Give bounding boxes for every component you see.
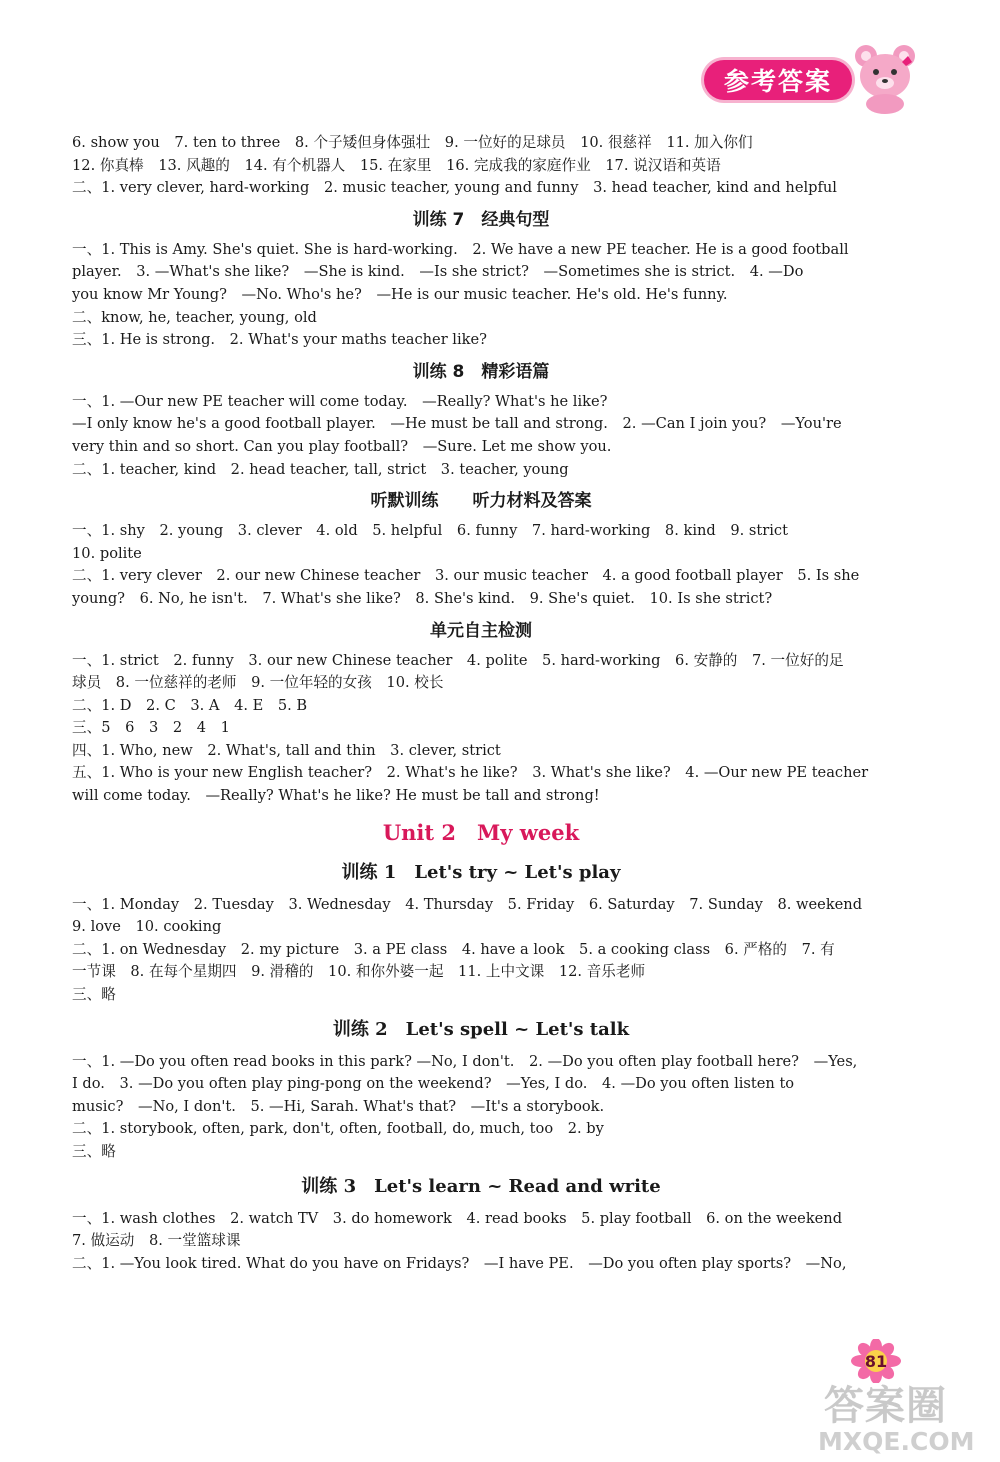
text-line: I do. 3. —Do you often play ping-pong on the weekend? —Yes, I do. 4. —Do you often listen to [72, 1075, 795, 1093]
text-line: 一、1. shy 2. young 3. clever 4. old 5. helpful 6. funny 7. hard-working 8. kind 9. strict [72, 522, 788, 540]
text-line: 四、1. Who, new 2. What's, tall and thin 3. clever, strict [72, 741, 501, 759]
section-heading: 训练 1 Let's try ~ Let's play [341, 861, 621, 883]
text-line: 一、1. —Do you often read books in this park? —No, I don't. 2. —Do you often play football here? —Yes, [72, 1052, 858, 1070]
text-line: 一、1. wash clothes 2. watch TV 3. do homework 4. read books 5. play football 6. on the weekend [72, 1209, 843, 1227]
text-line: 五、1. Who is your new English teacher? 2. What's he like? 3. What's she like? 4. —Our new PE teacher [72, 764, 869, 782]
text-line: will come today. —Really? What's he like? He must be tall and strong! [72, 787, 600, 805]
text-line: 一、1. This is Amy. She's quiet. She is hard-working. 2. We have a new PE teacher. He is a good football [72, 240, 849, 258]
answer-key-badge: 参考答案 [704, 60, 852, 100]
text-line: 一、1. —Our new PE teacher will come today. —Really? What's he like? [72, 392, 608, 410]
text-line: 二、know, he, teacher, young, old [72, 308, 317, 326]
section-heading: 听默训练 听力材料及答案 [370, 491, 592, 512]
text-line: 三、略 [72, 986, 116, 1004]
text-line: 12. 你真棒 13. 风趣的 14. 有个机器人 15. 在家里 16. 完成我的家庭作业 17. 说汉语和英语 [72, 156, 721, 174]
page-number-text: 81 [864, 1351, 888, 1371]
teddy-bear-icon [850, 42, 920, 114]
text-line: 二、1. storybook, often, park, don't, often, football, do, much, too 2. by [72, 1120, 604, 1138]
page-number [851, 1339, 901, 1383]
text-line: 一节课 8. 在每个星期四 9. 滑稽的 10. 和你外婆一起 11. 上中文课 12. 音乐老师 [72, 963, 646, 981]
text-line: very thin and so short. Can you play football? —Sure. Let me show you. [72, 437, 612, 455]
section-heading: 单元自主检测 [430, 620, 532, 641]
text-line: 10. polite [72, 544, 142, 562]
answer-content [72, 132, 890, 1275]
text-line: player. 3. —What's she like? —She is kind. —Is she strict? —Sometimes she is strict. 4. —Do [72, 263, 804, 281]
section-heading: 训练 2 Let's spell ~ Let's talk [332, 1018, 630, 1040]
watermark-url: MXQE.COM [818, 1427, 975, 1456]
text-line: 二、1. D 2. C 3. A 4. E 5. B [72, 696, 308, 714]
section-heading: 训练 8 精彩语篇 [412, 361, 550, 382]
text-line: 二、1. —You look tired. What do you have on Fridays? —I have PE. —Do you often play sports? —No, [72, 1254, 847, 1272]
unit-title: Unit 2 My week [382, 819, 580, 845]
text-line: 二、1. on Wednesday 2. my picture 3. a PE class 4. have a look 5. a cooking class 6. 严格的 7. 有 [72, 940, 835, 958]
watermark-logo: 答案圈 [824, 1383, 947, 1429]
text-line: 一、1. Monday 2. Tuesday 3. Wednesday 4. Thursday 5. Friday 6. Saturday 7. Sunday 8. weekend [72, 895, 863, 913]
text-line: 6. show you 7. ten to three 8. 个子矮但身体强壮 9. 一位好的足球员 10. 很慈祥 11. 加入你们 [72, 134, 753, 151]
text-line: 二、1. very clever, hard-working 2. music teacher, young and funny 3. head teacher, kind and helpful [72, 179, 837, 197]
text-line: 二、1. very clever 2. our new Chinese teacher 3. our music teacher 4. a good football player 5. Is she [72, 567, 860, 585]
text-line: —I only know he's a good football player. —He must be tall and strong. 2. —Can I join you? —You're [72, 415, 842, 433]
section-heading: 训练 3 Let's learn ~ Read and write [301, 1175, 661, 1197]
text-line: 一、1. strict 2. funny 3. our new Chinese teacher 4. polite 5. hard-working 6. 安静的 7. 一位好的足 [72, 651, 844, 669]
text-line: young? 6. No, he isn't. 7. What's she like? 8. She's kind. 9. She's quiet. 10. Is she strict? [72, 589, 773, 607]
text-line: music? —No, I don't. 5. —Hi, Sarah. What's that? —It's a storybook. [72, 1097, 605, 1115]
text-line: 二、1. teacher, kind 2. head teacher, tall, strict 3. teacher, young [72, 460, 569, 478]
text-line: 三、5 6 3 2 4 1 [72, 719, 230, 737]
text-line: 球员 8. 一位慈祥的老师 9. 一位年轻的女孩 10. 校长 [72, 674, 444, 692]
text-line: 三、1. He is strong. 2. What's your maths teacher like? [72, 331, 487, 349]
text-line: 7. 做运动 8. 一堂篮球课 [72, 1232, 241, 1250]
text-line: 9. love 10. cooking [72, 918, 222, 936]
text-line: 三、略 [72, 1143, 116, 1160]
text-line: you know Mr Young? —No. Who's he? —He is our music teacher. He's old. He's funny. [72, 285, 728, 303]
section-heading: 训练 7 经典句型 [412, 209, 550, 230]
